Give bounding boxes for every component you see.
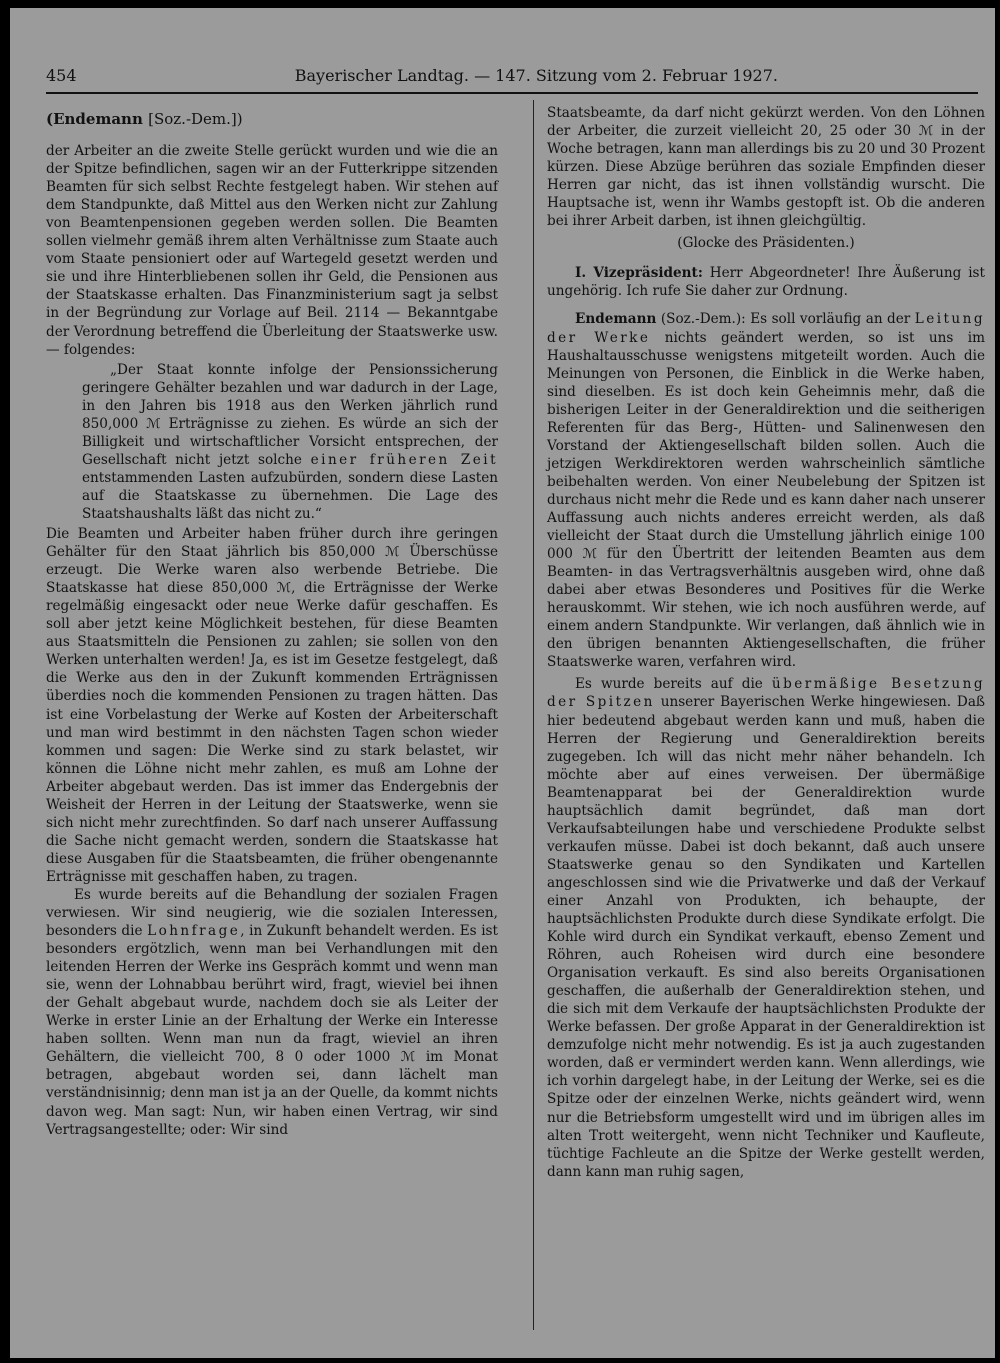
- speaker-label: I. Vizepräsident:: [575, 265, 703, 282]
- paragraph-text: , in Zukunft behandelt werden. Es ist besonders ergötzlich, wenn man bei Verhandlungen mit den leitenden Herren der Werke ins Gespräch kommt und wenn man sie, wenn der Lohnabbau berührt wird, fragt, wieviel bei ihnen der Gehalt abgebaut wurde, nachdem doch sie als Leiter der Werke in erster Linie an der Erhaltung der Werke ein Interesse haben sollten. Wenn man nun da fragt, wieviel an ihren Gehältern, die vielleicht 700, 8 0 oder 1000 ℳ im Monat betragen, abgebaut worden sei, dann lächelt man verständnisinnig; denn man ist ja an der Quelle, da kommt nichts davon weg. Man sagt: Nun, wir haben einen Vertrag, wir sind Vertragsangestellte; oder: Wir sind: [46, 923, 498, 1138]
- speaker-party: (Soz.-Dem.):: [660, 311, 746, 328]
- block-quote: [82, 361, 498, 523]
- speaker-heading: [46, 110, 498, 128]
- header-rule: [46, 92, 978, 94]
- left-column: [46, 104, 498, 1139]
- paragraph-text: Es wurde bereits auf die: [575, 676, 763, 693]
- speech-paragraph: [547, 310, 985, 671]
- paragraph-text: Es wurde bereits auf die Behandlung der sozialen Fragen verwiesen. Wir sind neugierig, wie die sozialen Interessen, besonders die: [46, 886, 498, 940]
- quote-text: „Der Staat konnte infolge der Pensionssicherung geringere Gehälter bezahlen und war dadurch in der Lage, in den Jahren bis 1918 aus den Werken jährlich rund 850,000 ℳ Erträgnisse zu ziehen. Es würde an sich der Billigkeit und wirtschaftlicher Vorsicht entsprechen, der Gesellschaft nicht jetzt solche: [82, 361, 498, 468]
- paragraph: Die Beamten und Arbeiter haben früher durch ihre geringen Gehälter für den Staat jährlich bis 850,000 ℳ Überschüsse erzeugt. Die Werke waren also werbende Betriebe. Die Staatskasse hat diese 850,000 ℳ, die Erträgnisse der Werke regelmäßig eingesackt oder neue Werke dafür geschaffen. Es soll aber jetzt keine Möglichkeit bestehen, für diese Beamten aus Staatsmitteln die Pensionen zu zahlen; sie sollen von den Werken unterhalten werden! Ja, es ist im Gesetze festgelegt, daß die Werke aus den in der Zukunft kommenden Erträgnissen überdies noch die kommenden Pensionen zu tragen hätten. Das ist eine Vorbelastung der Werke auf Kosten der Arbeiterschaft und man wird bestimmt in den nächsten Tagen schon wieder kommen und sagen: Die Werke sind zu stark belastet, wir können die Löhne nicht mehr zahlen, es muß am Lohne der Arbeiter abgebaut werden. Das ist immer das Endergebnis der Weisheit der Herren in der Leitung der Staatswerke, wenn sie sich nicht mehr zurechtfinden. So darf nach unserer Auffassung die Sache nicht gemacht werden, sondern die Staatskasse hat diese Ausgaben für die Staatsbeamten, die früher obengenannte Erträgnisse mit geschaffen haben, zu tragen.: [46, 526, 498, 885]
- remark-text: Herr Abgeordneter! Ihre Äußerung ist ungehörig. Ich rufe Sie daher zur Ordnung.: [547, 265, 985, 300]
- paragraph: [547, 675, 985, 1180]
- spaced-emphasis: Leitung der Werke: [547, 311, 985, 346]
- running-title: Bayerischer Landtag. — 147. Sitzung vom 2. Februar 1927.: [294, 66, 778, 85]
- paragraph-text: unserer Bayerischen Werke hingewiesen. Daß hier bedeutend abgebaut werden kann und muß, haben die Herren der Regierung und Generaldirektion bereits zugegeben. Ich will das nicht mehr näher behandeln. Ich möchte aber auf eines verweisen. Der übermäßige Beamtenapparat bei der Generaldirektion wurde hauptsächlich damit begründet, daß man dort Verkaufsabteilungen habe und verschiedene Produkte selbst verkaufen müsse. Dabei ist doch bekannt, daß auch unsere Staatswerke genau so den Syndikaten und Kartellen angeschlossen sind wie die Privatwerke und daß der Verkauf einer Anzahl von Produkten, ich behaupte, der hauptsächlichsten Produkte durch diese Syndikate erfolgt. Die Kohle wird durch ein Syndikat verkauft, ebenso Zement und Röhren, auch Roheisen wird durch eine besondere Organisation verkauft. Es sind also bereits Organisationen geschaffen, die außerhalb der Generaldirektion stehen, und die sich mit dem Verkaufe der hauptsächlichsten Produkte der Werke befassen. Der große Apparat in der Generaldirektion ist demzufolge nicht mehr notwendig. Es ist ja auch zugestanden worden, daß er vermindert werden kann. Wenn allerdings, wie ich vorhin dargelegt habe, in der Leitung der Werke, sei es die Spitze oder der einzelnen Werke, nichts geändert wird, wenn nur die Betriebsform umgestellt wird und im übrigen alles im alten Trott weitergeht, wenn nicht Techniker und Kaufleute, tüchtige Fachleute an die Spitze der Werke gestellt werden, dann kann man ruhig sagen,: [547, 694, 985, 1180]
- quote-text: entstammenden Lasten aufzubürden, sondern diese Lasten auf die Staatskasse zu übernehmen. Die Lage des Staatshaushalts läßt das nicht zu.“: [82, 469, 498, 522]
- paragraph-text: nichts geändert werden, so ist uns im Haushaltausschusse wenigstens mitgeteilt worden. Auch die Meinungen von Personen, die Einblick in die Werke haben, sind dieselben. Es ist doch kein Geheimnis mehr, daß die bisherigen Leiter in der Generaldirektion und die seitherigen Referenten für das Berg-, Hütten- und Salinenwesen den Vorstand der Aktiengesellschaft bilden sollen. Auch die jetzigen Werkdirektoren werden wahrscheinlich sämtliche beibehalten werden. Von einer Neubelebung der Spitzen ist durchaus nicht mehr die Rede und es kann daher nach unserer Auffassung auch nichts anderes erreicht werden, als daß vielleicht der Staat durch die Umstellung jährlich einige 100 000 ℳ für den Übertritt der leitenden Beamten aus dem Beamten- in das Vertragsverhältnis ausgeben wird, ohne daß dabei aber etwas Besonderes und Positives für die Werke herauskommt. Wir stehen, wie ich noch ausführen werde, auf einem andern Standpunkte. Wir verlangen, daß ähnlich wie in den übrigen benannten Aktiengesellschaften, die früher Staatswerke waren, verfahren wird.: [547, 329, 985, 671]
- paragraph: Staatsbeamte, da darf nicht gekürzt werden. Von den Löhnen der Arbeiter, die zurzeit vielleicht 20, 25 oder 30 ℳ in der Woche betragen, kann man allerdings bis zu 20 und 30 Prozent kürzen. Diese Abzüge berühren das soziale Empfinden dieser Herren gar nicht, das ist ihnen vollständig wurscht. Die Hauptsache ist, wenn ihr Wambs gestopft ist. Ob die anderen bei ihrer Arbeit darben, ist ihnen gleichgültig.: [547, 105, 985, 230]
- page: [10, 8, 995, 1358]
- spaced-emphasis: einer früheren Zeit: [310, 451, 499, 468]
- paragraph: [46, 886, 498, 1139]
- spaced-emphasis: übermäßige Besetzung der Spitzen: [547, 676, 985, 711]
- page-header: [46, 66, 978, 86]
- speaker-name: (Endemann: [46, 110, 143, 128]
- column-divider: [533, 100, 534, 1330]
- speaker-party: [Soz.-Dem.]): [148, 110, 243, 128]
- paragraph: der Arbeiter an die zweite Stelle gerückt wurden und wie die an der Spitze befindlichen, sagen wir an der Futterkrippe sitzenden Beamten für sich selbst Rechte festgelegt haben. Wir stehen auf dem Standpunkte, daß Mittel aus den Werken nicht zur Zahlung von Beamtenpensionen gegeben werden sollen. Die Beamten sollen vielmehr gemäß ihrem alten Verhältnisse zum Staate auch vom Staate pensioniert oder auf Wartegeld gesetzt werden und sie und ihre Hinterbliebenen sollen ihr Geld, die Pensionen aus der Staatskasse erhalten. Das Finanzministerium sagt ja selbst in der Begründung zur Vorlage auf Beil. 2114 — Bekanntgabe der Verordnung betreffend die Überleitung der Staatswerke usw. — folgendes:: [46, 143, 498, 358]
- vice-president-remark: [547, 264, 985, 300]
- right-column: [547, 104, 985, 1181]
- paragraph-text: Es soll vorläufig an der: [750, 311, 911, 328]
- stage-direction: (Glocke des Präsidenten.): [677, 235, 855, 252]
- page-number: 454: [46, 66, 77, 85]
- spaced-emphasis: Lohnfrage: [147, 923, 241, 940]
- speaker-name: Endemann: [575, 311, 657, 328]
- spacer: [547, 300, 985, 310]
